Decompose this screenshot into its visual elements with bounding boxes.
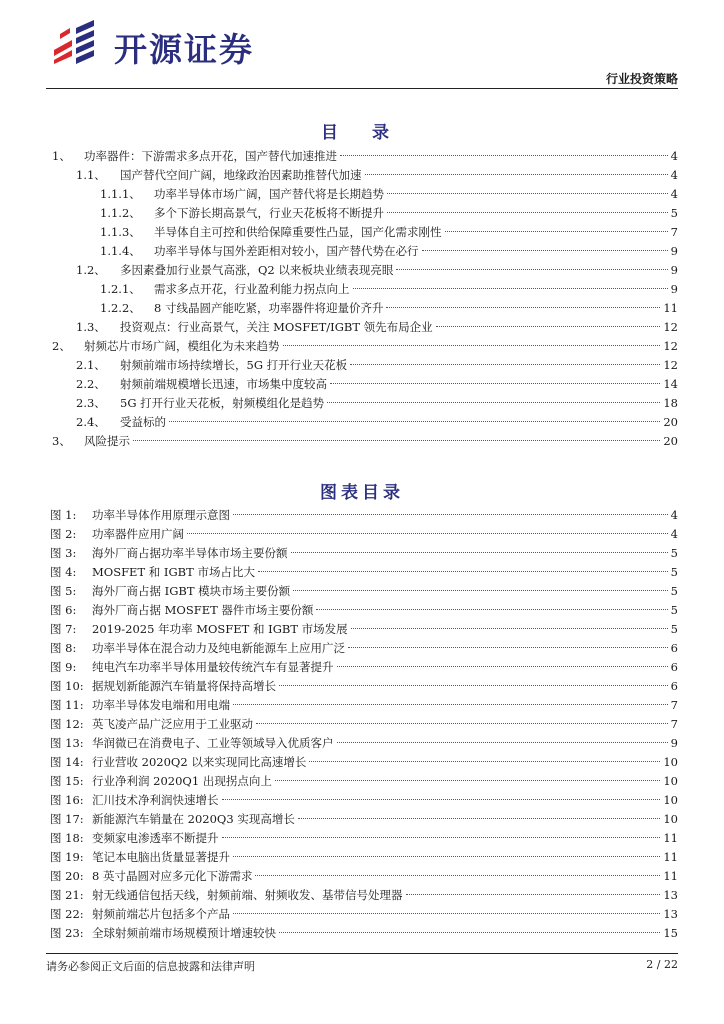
- dot-leader: [350, 364, 660, 365]
- figure-entry[interactable]: [50, 734, 678, 753]
- figure-entry-title: 据规划新能源汽车销量将保持高增长: [92, 679, 276, 693]
- toc-entry[interactable]: [52, 318, 678, 337]
- toc-entry[interactable]: [52, 242, 678, 261]
- dot-leader: [222, 837, 661, 838]
- report-category: 行业投资策略: [605, 72, 678, 86]
- figure-entry-title: 全球射频前端市场规模预计增速较快: [92, 926, 276, 940]
- dot-leader: [365, 174, 668, 175]
- dot-leader: [255, 875, 660, 876]
- dot-leader: [283, 345, 661, 346]
- footer-divider: [46, 953, 678, 954]
- figure-entry-number: 图 8:: [50, 641, 77, 655]
- figure-entry[interactable]: [50, 924, 678, 943]
- figure-entry-title: 射无线通信包括天线，射频前端、射频收发、基带信号处理器: [92, 888, 403, 902]
- figure-entry-page: 11: [663, 831, 678, 845]
- toc-entry-page: 4: [670, 168, 678, 182]
- toc-entry-number: 1.1.1、: [100, 187, 141, 201]
- dot-leader: [422, 250, 668, 251]
- dot-leader: [291, 552, 668, 553]
- toc-entry-page: 18: [663, 396, 678, 410]
- figure-entry-page: 5: [670, 565, 678, 579]
- figure-entry-number: 图 6:: [50, 603, 77, 617]
- figure-entry-number: 图 16:: [50, 793, 84, 807]
- toc-entry-page: 12: [663, 339, 678, 353]
- toc-entry-title: 风险提示: [84, 434, 130, 448]
- figure-entry-number: 图 4:: [50, 565, 77, 579]
- toc-entry-title: 多因素叠加行业景气高涨，Q2 以来板块业绩表现亮眼: [120, 263, 394, 277]
- toc-entry[interactable]: [52, 375, 678, 394]
- figure-entry-title: 功率器件应用广阔: [92, 527, 184, 541]
- dot-leader: [316, 609, 667, 610]
- disclaimer-note: 请务必参阅正文后面的信息披露和法律声明: [46, 960, 255, 973]
- figure-entry-page: 6: [670, 679, 678, 693]
- figure-entry-number: 图 20:: [50, 869, 84, 883]
- figure-entry-number: 图 12:: [50, 717, 84, 731]
- figure-entry-number: 图 15:: [50, 774, 84, 788]
- toc-entry-page: 12: [663, 320, 678, 334]
- dot-leader: [396, 269, 667, 270]
- dot-leader: [256, 723, 668, 724]
- figure-entry-title: 华润微已在消费电子、工业等领域导入优质客户: [92, 736, 334, 750]
- dot-leader: [337, 666, 668, 667]
- toc-entry-title: 5G 打开行业天花板，射频模组化是趋势: [120, 396, 325, 410]
- table-of-contents: [52, 147, 678, 451]
- figure-entry[interactable]: [50, 506, 678, 525]
- toc-title: 目 录: [321, 123, 403, 143]
- figure-entry-title: 8 英寸晶圆对应多元化下游需求: [92, 869, 253, 883]
- figure-list: [50, 506, 678, 943]
- toc-entry-title: 功率半导体与国外差距相对较小，国产替代势在必行: [154, 244, 419, 258]
- figure-entry[interactable]: [50, 810, 678, 829]
- figure-entry-page: 15: [663, 926, 678, 940]
- figure-entry-page: 10: [663, 812, 678, 826]
- figure-entry-title: 纯电汽车功率半导体用量较传统汽车有显著提升: [92, 660, 334, 674]
- toc-entry-title: 投资观点：行业高景气，关注 MOSFET/IGBT 领先布局企业: [120, 320, 433, 334]
- kaiyuan-logo-icon: [50, 20, 108, 64]
- dot-leader: [351, 628, 668, 629]
- dot-leader: [406, 894, 661, 895]
- figure-entry[interactable]: [50, 601, 678, 620]
- toc-entry-page: 4: [670, 149, 678, 163]
- toc-entry-title: 国产替代空间广阔，地缘政治因素助推替代加速: [120, 168, 362, 182]
- brand-name: 开源证券: [114, 30, 254, 69]
- figure-entry-title: MOSFET 和 IGBT 市场占比大: [92, 565, 255, 579]
- toc-entry[interactable]: [52, 299, 678, 318]
- toc-entry-title: 需求多点开花，行业盈利能力拐点向上: [154, 282, 350, 296]
- toc-entry-number: 2.1、: [76, 358, 106, 372]
- figure-entry[interactable]: [50, 867, 678, 886]
- toc-entry-title: 功率半导体市场广阔，国产替代将是长期趋势: [154, 187, 384, 201]
- dot-leader: [187, 533, 668, 534]
- figure-entry-page: 6: [670, 660, 678, 674]
- figure-entry-title: 新能源汽车销量在 2020Q3 实现高增长: [92, 812, 295, 826]
- figure-entry[interactable]: [50, 829, 678, 848]
- figure-entry-page: 5: [670, 546, 678, 560]
- toc-entry[interactable]: [52, 147, 678, 166]
- figure-entry[interactable]: [50, 772, 678, 791]
- toc-entry-number: 1.2.2、: [100, 301, 141, 315]
- figure-entry[interactable]: [50, 848, 678, 867]
- toc-entry-number: 1.1.3、: [100, 225, 141, 239]
- figure-entry-page: 11: [663, 850, 678, 864]
- dot-leader: [387, 193, 668, 194]
- toc-entry-title: 射频芯片市场广阔，模组化为未来趋势: [84, 339, 280, 353]
- toc-entry[interactable]: [52, 337, 678, 356]
- toc-entry-page: 20: [663, 415, 678, 429]
- toc-entry-number: 2、: [52, 339, 71, 353]
- toc-entry-page: 4: [670, 187, 678, 201]
- toc-entry-number: 1.1.4、: [100, 244, 141, 258]
- figure-entry-number: 图 14:: [50, 755, 84, 769]
- figure-entry[interactable]: [50, 753, 678, 772]
- figure-entry-title: 功率半导体发电端和用电端: [92, 698, 230, 712]
- toc-entry-page: 12: [663, 358, 678, 372]
- toc-entry-number: 1、: [52, 149, 71, 163]
- dot-leader: [386, 307, 660, 308]
- dot-leader: [258, 571, 668, 572]
- figure-entry[interactable]: [50, 658, 678, 677]
- figure-entry-title: 功率半导体作用原理示意图: [92, 508, 230, 522]
- figure-entry-page: 13: [663, 907, 678, 921]
- toc-entry[interactable]: [52, 280, 678, 299]
- dot-leader: [348, 647, 668, 648]
- figure-entry-number: 图 23:: [50, 926, 84, 940]
- toc-entry-title: 射频前端市场持续增长，5G 打开行业天花板: [120, 358, 348, 372]
- dot-leader: [330, 383, 660, 384]
- dot-leader: [133, 440, 660, 441]
- dot-leader: [337, 742, 668, 743]
- figure-entry-number: 图 9:: [50, 660, 77, 674]
- toc-entry[interactable]: [52, 356, 678, 375]
- page-header: [0, 0, 724, 90]
- figure-entry-number: 图 10:: [50, 679, 84, 693]
- toc-entry-page: 14: [663, 377, 678, 391]
- toc-entry[interactable]: [52, 185, 678, 204]
- toc-entry-title: 8 寸线晶圆产能吃紧，功率器件将迎量价齐升: [154, 301, 384, 315]
- figure-entry-page: 6: [670, 641, 678, 655]
- figure-entry[interactable]: [50, 582, 678, 601]
- figure-entry[interactable]: [50, 525, 678, 544]
- figure-entry[interactable]: [50, 620, 678, 639]
- figure-entry-number: 图 1:: [50, 508, 77, 522]
- dot-leader: [279, 932, 660, 933]
- figure-entry-title: 汇川技术净利润快速增长: [92, 793, 219, 807]
- figure-entry-page: 4: [670, 527, 678, 541]
- figure-entry-page: 10: [663, 774, 678, 788]
- toc-entry-page: 7: [670, 225, 678, 239]
- figure-entry[interactable]: [50, 886, 678, 905]
- figure-entry-number: 图 13:: [50, 736, 84, 750]
- figure-entry[interactable]: [50, 639, 678, 658]
- figure-entry[interactable]: [50, 715, 678, 734]
- toc-entry-number: 1.2.1、: [100, 282, 141, 296]
- toc-entry[interactable]: [52, 413, 678, 432]
- figure-entry-title: 行业净利润 2020Q1 出现拐点向上: [92, 774, 272, 788]
- figure-entry-title: 行业营收 2020Q2 以来实现同比高速增长: [92, 755, 307, 769]
- toc-entry-number: 2.4、: [76, 415, 106, 429]
- dot-leader: [233, 856, 660, 857]
- figure-entry-title: 2019-2025 年功率 MOSFET 和 IGBT 市场发展: [92, 622, 348, 636]
- toc-entry[interactable]: [52, 432, 678, 451]
- toc-entry-title: 功率器件：下游需求多点开花，国产替代加速推进: [84, 149, 337, 163]
- figure-entry-page: 10: [663, 793, 678, 807]
- toc-entry-title: 射频前端规模增长迅速，市场集中度较高: [120, 377, 327, 391]
- figure-entry-page: 7: [670, 717, 678, 731]
- figure-entry-page: 5: [670, 622, 678, 636]
- figure-entry[interactable]: [50, 563, 678, 582]
- figure-entry-number: 图 3:: [50, 546, 77, 560]
- toc-entry-number: 3、: [52, 434, 71, 448]
- dot-leader: [275, 780, 661, 781]
- figure-entry[interactable]: [50, 791, 678, 810]
- figure-entry-title: 笔记本电脑出货量显著提升: [92, 850, 230, 864]
- figure-entry-title: 海外厂商占据 MOSFET 器件市场主要份额: [92, 603, 314, 617]
- toc-entry[interactable]: [52, 394, 678, 413]
- figure-entry-title: 海外厂商占据功率半导体市场主要份额: [92, 546, 288, 560]
- dot-leader: [298, 818, 661, 819]
- figure-entry-page: 9: [670, 736, 678, 750]
- toc-entry[interactable]: [52, 223, 678, 242]
- dot-leader: [340, 155, 668, 156]
- toc-entry-number: 1.1、: [76, 168, 106, 182]
- toc-entry[interactable]: [52, 166, 678, 185]
- dot-leader: [436, 326, 661, 327]
- page-number: 2 / 22: [646, 958, 678, 971]
- dot-leader: [353, 288, 668, 289]
- dot-leader: [169, 421, 660, 422]
- dot-leader: [233, 514, 668, 515]
- figure-entry-number: 图 19:: [50, 850, 84, 864]
- toc-entry[interactable]: [52, 261, 678, 280]
- figure-entry[interactable]: [50, 905, 678, 924]
- dot-leader: [279, 685, 668, 686]
- dot-leader: [445, 231, 668, 232]
- figure-entry-page: 5: [670, 603, 678, 617]
- dot-leader: [293, 590, 668, 591]
- dot-leader: [233, 913, 660, 914]
- toc-entry-page: 11: [663, 301, 678, 315]
- figure-entry-number: 图 5:: [50, 584, 77, 598]
- dot-leader: [387, 212, 668, 213]
- figure-entry-page: 11: [663, 869, 678, 883]
- toc-entry-title: 多个下游长期高景气，行业天花板将不断提升: [154, 206, 384, 220]
- toc-entry[interactable]: [52, 204, 678, 223]
- toc-entry-title: 半导体自主可控和供给保障重要性凸显，国产化需求刚性: [154, 225, 442, 239]
- toc-entry-page: 9: [670, 244, 678, 258]
- figure-entry[interactable]: [50, 696, 678, 715]
- toc-entry-number: 1.2、: [76, 263, 106, 277]
- figure-entry-number: 图 2:: [50, 527, 77, 541]
- header-divider: [46, 88, 678, 89]
- figure-entry-number: 图 11:: [50, 698, 84, 712]
- figure-entry-title: 射频前端芯片包括多个产品: [92, 907, 230, 921]
- figure-entry-page: 4: [670, 508, 678, 522]
- toc-entry-title: 受益标的: [120, 415, 166, 429]
- figure-entry-number: 图 21:: [50, 888, 84, 902]
- figure-list-title: 图表目录: [320, 483, 404, 503]
- toc-entry-page: 9: [670, 263, 678, 277]
- figure-entry-page: 7: [670, 698, 678, 712]
- toc-entry-number: 1.3、: [76, 320, 106, 334]
- dot-leader: [327, 402, 660, 403]
- toc-entry-page: 5: [670, 206, 678, 220]
- dot-leader: [309, 761, 660, 762]
- figure-entry-title: 变频家电渗透率不断提升: [92, 831, 219, 845]
- toc-entry-number: 2.2、: [76, 377, 106, 391]
- toc-entry-page: 9: [670, 282, 678, 296]
- figure-entry[interactable]: [50, 677, 678, 696]
- dot-leader: [233, 704, 668, 705]
- toc-entry-number: 1.1.2、: [100, 206, 141, 220]
- figure-entry-title: 海外厂商占据 IGBT 模块市场主要份额: [92, 584, 291, 598]
- figure-entry-number: 图 7:: [50, 622, 77, 636]
- figure-entry[interactable]: [50, 544, 678, 563]
- toc-entry-number: 2.3、: [76, 396, 106, 410]
- toc-entry-page: 20: [663, 434, 678, 448]
- figure-entry-title: 英飞凌产品广泛应用于工业驱动: [92, 717, 253, 731]
- figure-entry-number: 图 22:: [50, 907, 84, 921]
- figure-entry-page: 13: [663, 888, 678, 902]
- figure-entry-number: 图 17:: [50, 812, 84, 826]
- figure-entry-page: 10: [663, 755, 678, 769]
- figure-entry-number: 图 18:: [50, 831, 84, 845]
- dot-leader: [222, 799, 661, 800]
- figure-entry-title: 功率半导体在混合动力及纯电新能源车上应用广泛: [92, 641, 345, 655]
- figure-entry-page: 5: [670, 584, 678, 598]
